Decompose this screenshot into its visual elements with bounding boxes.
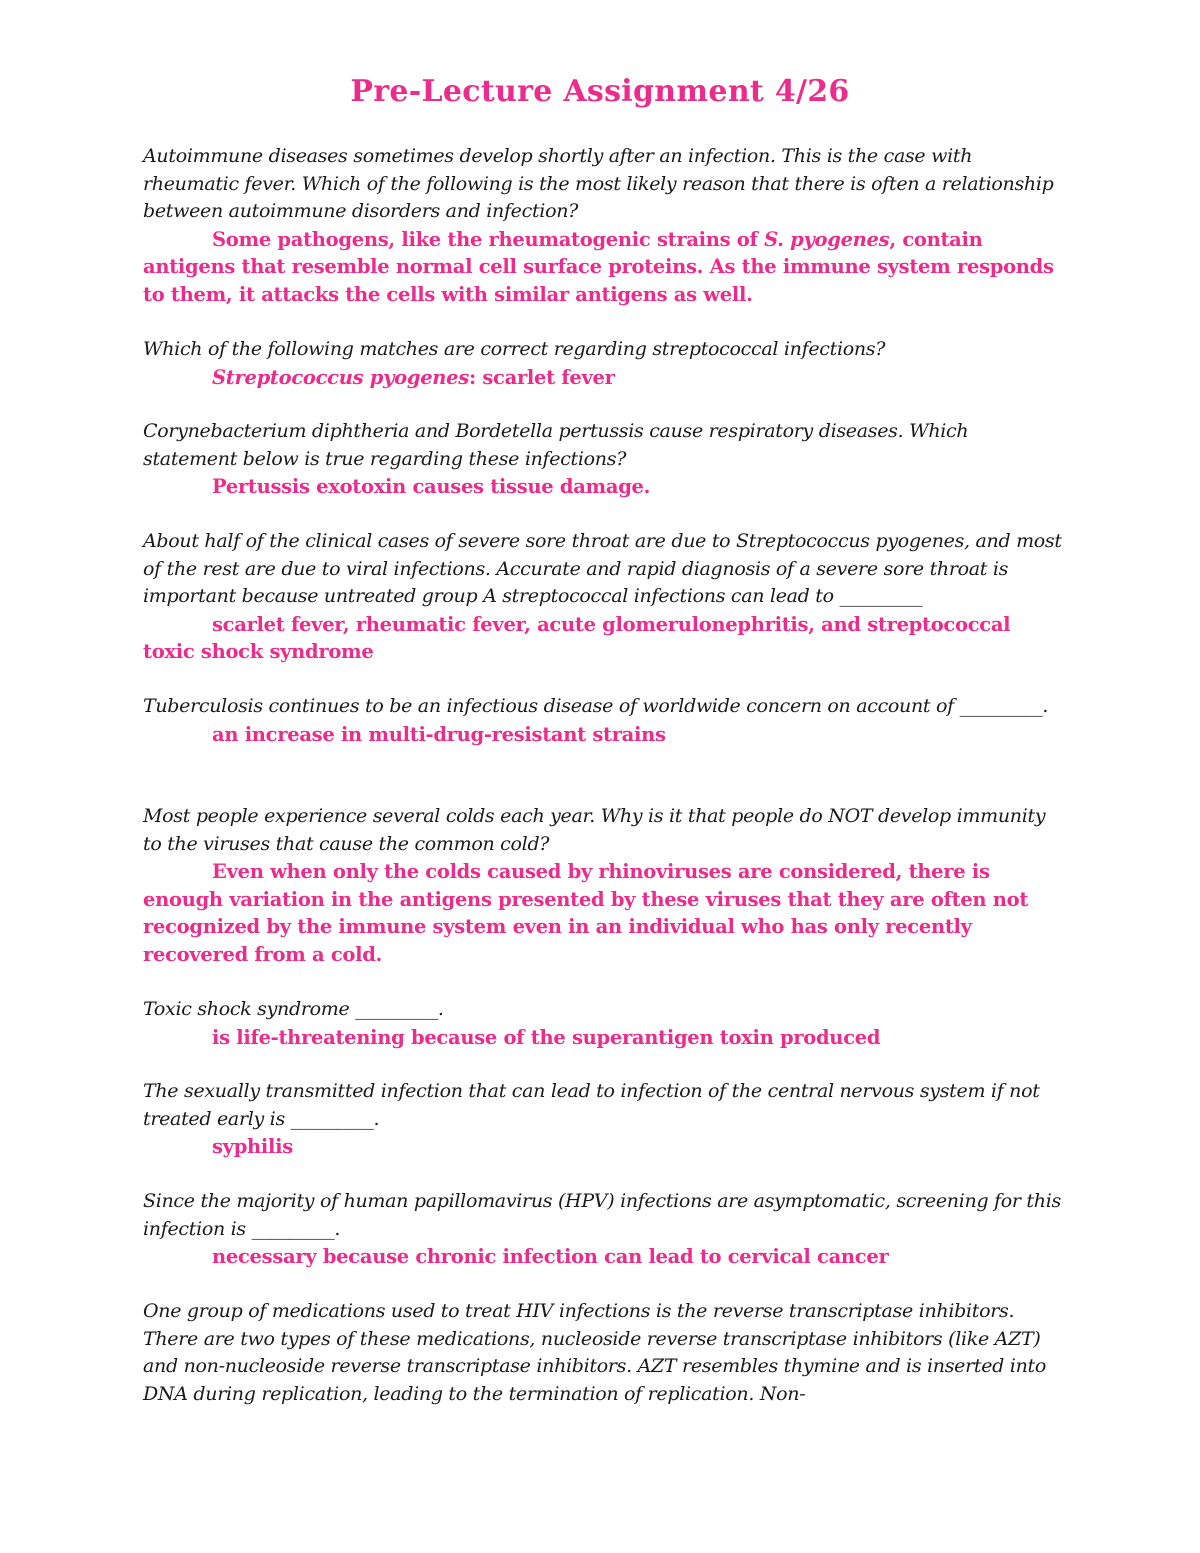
answer-segment: Some pathogens, like the rheumatogenic strains of: [212, 227, 765, 251]
question-text: Autoimmune diseases sometimes develop shortly after an infection. This is the case with rheumatic fever. Which of the following is the most likely reason that there is often a relationship between autoimmune disorders and infection?: [143, 145, 1054, 223]
question-text: Since the majority of human papillomavirus (HPV) infections are asymptomatic, screening for this infection is _________.: [143, 1190, 1061, 1240]
answer-text: [143, 364, 1063, 392]
question-block-7: [143, 996, 1063, 1051]
question-block-5: [143, 693, 1063, 748]
question-text: Tuberculosis continues to be an infectious disease of worldwide concern on account of _________.: [143, 695, 1049, 717]
question-block-3: [143, 418, 1063, 501]
question-block-10: [143, 1298, 1063, 1408]
answer-text: syphilis: [212, 1135, 293, 1159]
answer-text: an increase in multi-drug-resistant strains: [212, 722, 666, 746]
question-text: About half of the clinical cases of severe sore throat are due to Streptococcus pyogenes, and most of the rest are due to viral infections. Accurate and rapid diagnosis of a severe sore throat is important because untreated group A streptococcal infections can lead to _________: [143, 530, 1062, 608]
answer-text: Pertussis exotoxin causes tissue damage.: [212, 475, 651, 499]
page-title: Pre-Lecture Assignment 4/26: [350, 74, 850, 109]
question-text: The sexually transmitted infection that can lead to infection of the central nervous system if not treated early is _________.: [143, 1080, 1040, 1130]
answer-text: is life-threatening because of the superantigen toxin produced: [212, 1025, 881, 1049]
question-block-9: [143, 1188, 1063, 1271]
answer-text: [143, 226, 1063, 309]
question-text: One group of medications used to treat HIV infections is the reverse transcriptase inhibitors. There are two types of these medications, nucleoside reverse transcriptase inhibitors (like AZT) and non-nucleoside reverse transcriptase inhibitors. AZT resembles thymine and is inserted into DNA during replication, leading to the termination of replication. Non-: [143, 1300, 1046, 1405]
answer-italic-segment: S. pyogenes: [764, 227, 890, 251]
question-block-2: [143, 336, 1063, 391]
answer-text: scarlet fever, rheumatic fever, acute glomerulonephritis, and streptococcal toxic shock syndrome: [143, 612, 1011, 664]
answer-text: necessary because chronic infection can lead to cervical cancer: [212, 1245, 889, 1269]
question-text: Corynebacterium diphtheria and Bordetella pertussis cause respiratory diseases. Which statement below is true regarding these infections?: [143, 420, 969, 470]
question-block-4: [143, 528, 1063, 666]
question-text: Which of the following matches are correct regarding streptococcal infections?: [143, 338, 886, 360]
answer-italic-segment: Streptococcus pyogenes: [212, 365, 469, 389]
question-text: Toxic shock syndrome _________.: [143, 998, 444, 1020]
answer-segment: , contain antigens that resemble normal cell surface proteins. As the immune system responds to them, it attacks the cells with similar antigens as well.: [143, 227, 1054, 306]
question-block-6: [143, 803, 1063, 969]
question-text: Most people experience several colds each year. Why is it that people do NOT develop immunity to the viruses that cause the common cold?: [143, 805, 1046, 855]
answer-text: Even when only the colds caused by rhinoviruses are considered, there is enough variation in the antigens presented by these viruses that they are often not recognized by the immune system even in an individual who has only recently recovered from a cold.: [143, 860, 1029, 966]
answer-segment: : scarlet fever: [468, 365, 615, 389]
question-block-8: [143, 1078, 1063, 1161]
question-block-1: [143, 143, 1063, 309]
